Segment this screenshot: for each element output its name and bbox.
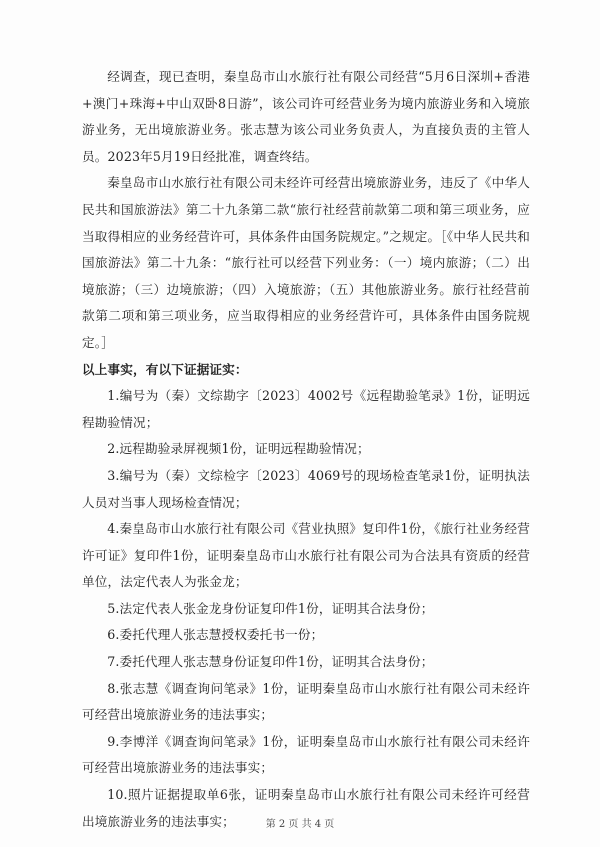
evidence-item-5: 5.法定代表人张金龙身份证复印件1份，证明其合法身份； xyxy=(107,600,434,616)
evidence-item-1: 1.编号为（秦）文综勘字〔2023〕4002号《远程勘验笔录》1份，证明远程勘验情况； xyxy=(82,388,530,430)
evidence-item-6: 6.委托代理人张志慧授权委托书一份； xyxy=(107,627,324,643)
evidence-item-7: 7.委托代理人张志慧身份证复印件1份，证明其合法身份； xyxy=(107,654,434,670)
evidence-item-2: 2.远程勘验录屏视频1份，证明远程勘验情况； xyxy=(107,441,370,457)
evidence-item-9: 9.李博洋《调查询问笔录》1份，证明秦皇岛市山水旅行社有限公司未经许可经营出境旅游业务的违法事实； xyxy=(82,733,530,776)
evidence-item-4: 4.秦皇岛市山水旅行社有限公司《营业执照》复印件1份，《旅行社业务经营许可证》复印件1份，证明秦皇岛市山水旅行社有限公司为合法具有资质的经营单位，法定代表人为张金龙； xyxy=(82,521,530,590)
page-number: 第 2 页 共 4 页 xyxy=(265,819,335,830)
paragraph-violation: 秦皇岛市山水旅行社有限公司未经许可经营出境旅游业务，违反了《中华人民共和国旅游法》第二十九条第二款“旅行社经营前款第二项和第三项业务，应当取得相应的业务经营许可，具体条件由国务院规定。”之规定。［《中华人民共和国旅游法》第二十九条：“旅行社可以经营下列业务：（一）境内旅游；（二）出境旅游；（三）边境旅游；（四）入境旅游；（五）其他旅游业务。旅行社经营前款第二项和第三项业务，应当取得相应的业务经营许可，具体条件由国务院规定。］ xyxy=(82,175,530,350)
evidence-item-8: 8.张志慧《调查询问笔录》1份，证明秦皇岛市山水旅行社有限公司未经许可经营出境旅游业务的违法事实； xyxy=(82,680,530,723)
paragraph-investigation: 经调查，现已查明，秦皇岛市山水旅行社有限公司经营“5月6日深圳+香港+澳门+珠海+中山双卧8日游”，该公司许可经营业务为境内旅游业务和入境旅游业务，无出境旅游业务。张志慧为该公司业务负责人，为直接负责的主管人员。2023年5月19日经批准，调查终结。 xyxy=(82,69,530,164)
evidence-heading: 以上事实，有以下证据证实： xyxy=(82,361,248,377)
evidence-item-10: 10.照片证据提取单6张，证明秦皇岛市山水旅行社有限公司未经许可经营出境旅游业务的违法事实； xyxy=(82,787,530,829)
evidence-item-3: 3.编号为（秦）文综检字〔2023〕4069号的现场检查笔录1份，证明执法人员对当事人现场检查情况； xyxy=(82,467,530,510)
document-body xyxy=(82,64,530,835)
